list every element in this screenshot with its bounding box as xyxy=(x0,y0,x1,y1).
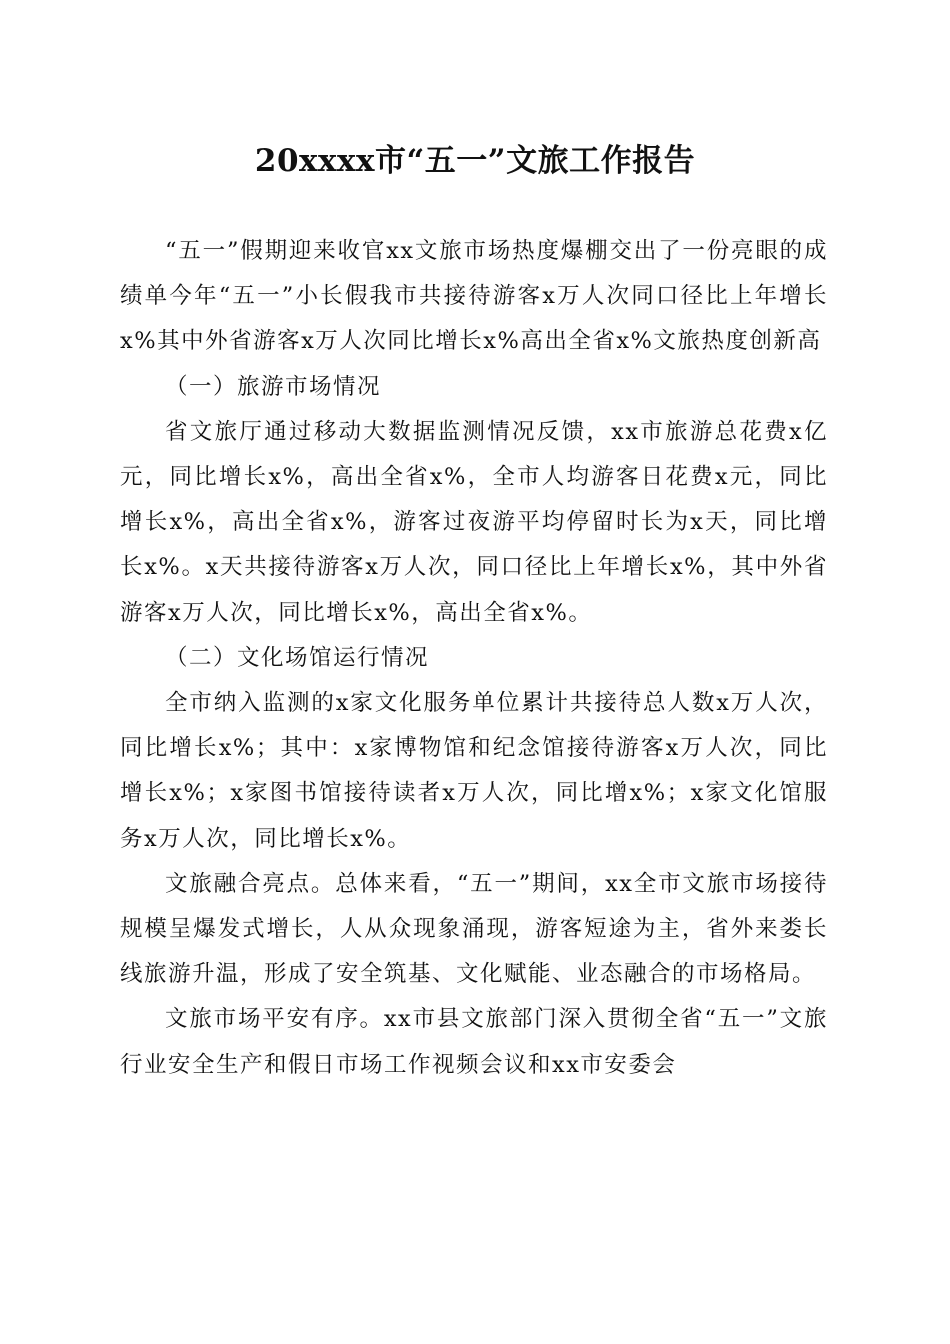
document-title: 20xxxx市“五一”文旅工作报告 xyxy=(254,143,696,179)
market-safety-paragraph: 文旅市场平安有序。xx市县文旅部门深入贯彻全省“五一”文旅行业安全生产和假日市场工作视频会议和xx市安委会 xyxy=(120,1006,828,1078)
section-heading-tourism-market: （一）旅游市场情况 xyxy=(165,373,382,400)
cultural-venues-paragraph: 全市纳入监测的x家文化服务单位累计共接待总人数x万人次，同比增长x%；其中：x家博物馆和纪念馆接待游客x万人次，同比增长x%；x家图书馆接待读者x万人次，同比增x%；x家文化馆服务x万人次，同比增长x%。 xyxy=(120,690,828,852)
intro-paragraph: “五一”假期迎来收官xx文旅市场热度爆棚交出了一份亮眼的成绩单今年“五一”小长假我市共接待游客x万人次同口径比上年增长x%其中外省游客x万人次同比增长x%高出全省x%文旅热度创新高 xyxy=(120,238,828,355)
section-heading-cultural-venues: （二）文化场馆运行情况 xyxy=(165,644,430,671)
document-body xyxy=(120,229,828,1088)
highlights-paragraph: 文旅融合亮点。总体来看，“五一”期间，xx全市文旅市场接待规模呈爆发式增长，人从众现象涌现，游客短途为主，省外来娄长线旅游升温，形成了安全筑基、文化赋能、业态融合的市场格局。 xyxy=(120,870,828,988)
tourism-market-paragraph: 省文旅厅通过移动大数据监测情况反馈，xx市旅游总花费x亿元，同比增长x%，高出全省x%，全市人均游客日花费x元，同比增长x%，高出全省x%，游客过夜游平均停留时长为x天，同比增长x%。x天共接待游客x万人次，同口径比上年增长x%，其中外省游客x万人次，同比增长x%，高出全省x%。 xyxy=(120,418,828,626)
